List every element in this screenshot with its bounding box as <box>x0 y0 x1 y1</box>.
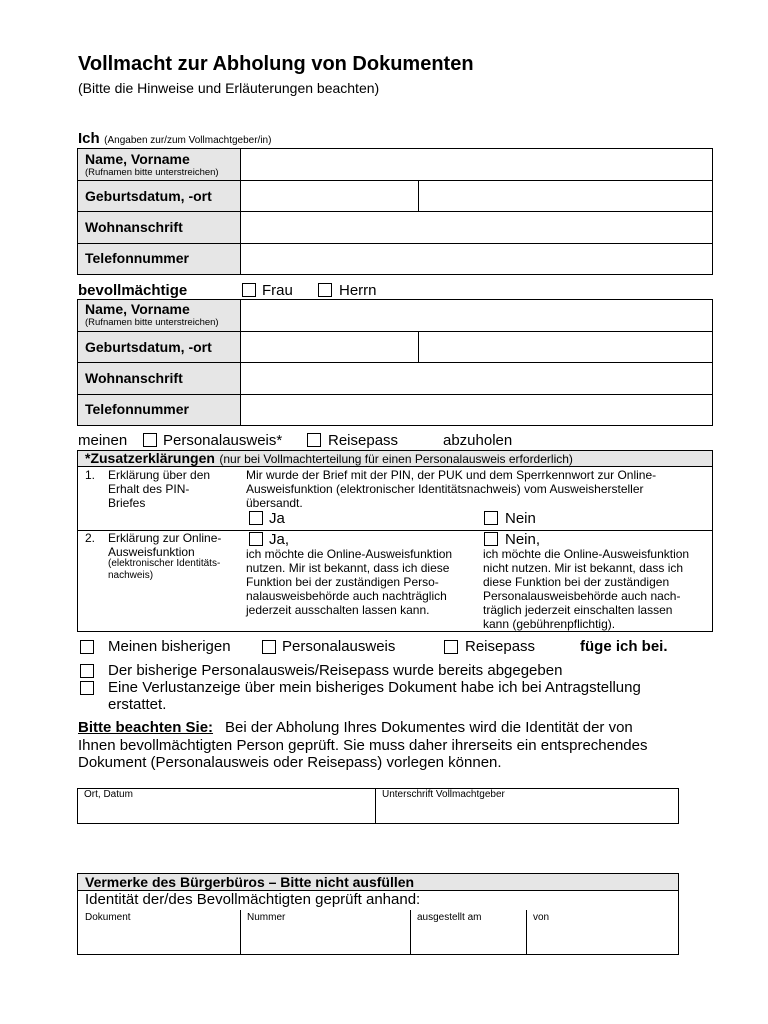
grantor-table <box>77 148 713 275</box>
item2-label-line: Ausweisfunktion <box>108 545 195 559</box>
pickup-reisepass-checkbox[interactable] <box>307 433 321 447</box>
office-box <box>77 873 679 955</box>
grantor-birthplace-field[interactable] <box>419 181 712 211</box>
item2-no-checkbox[interactable] <box>484 532 498 546</box>
item2-yes-text-line: ich möchte die Online-Ausweisfunktion <box>246 547 453 561</box>
item2-no-text-line: Personalausweisbehörde auch nach- <box>483 589 681 603</box>
pickup-personalausweis-label: Personalausweis* <box>163 432 283 449</box>
pickup-suffix: abzuholen <box>443 432 513 449</box>
office-col-number: Nummer <box>247 912 286 923</box>
handed-in-label: Der bisherige Personalausweis/Reisepass wurde bereits abgegeben <box>108 662 563 679</box>
grantor-address-field[interactable] <box>242 212 712 243</box>
office-identity: Identität der/des Bevollmächtigten geprüft anhand: <box>85 891 421 908</box>
proxy-heading: bevollmächtige <box>78 282 188 299</box>
herrn-label: Herrn <box>339 282 377 299</box>
proxy-birthplace-field[interactable] <box>419 332 712 362</box>
grantor-phone-label: Telefonnummer <box>85 250 189 266</box>
proxy-table <box>77 299 713 426</box>
item1-label-line: Erklärung über den <box>108 468 211 482</box>
proxy-birthdate-field[interactable] <box>242 332 418 362</box>
item1-label-line: Erhalt des PIN- <box>108 482 190 496</box>
pickup-personalausweis-checkbox[interactable] <box>143 433 157 447</box>
handed-in-checkbox[interactable] <box>80 664 94 678</box>
grantor-phone-field[interactable] <box>242 244 712 274</box>
attach-reisepass-checkbox[interactable] <box>444 640 458 654</box>
item2-no-text <box>483 547 689 631</box>
notice-line-1 <box>78 719 718 737</box>
item2-yes-text <box>246 547 452 617</box>
item2-yes-label: Ja, <box>269 531 290 548</box>
office-col-by: von <box>533 912 550 923</box>
proxy-address-label: Wohnanschrift <box>85 370 183 386</box>
item2-label-note-line: (elektronischer Identitäts- <box>108 558 221 569</box>
item2-label-line: Erklärung zur Online- <box>108 531 222 545</box>
grantor-birthdate-field[interactable] <box>242 181 418 211</box>
place-date-label: Ort, Datum <box>84 789 133 800</box>
proxy-phone-label: Telefonnummer <box>85 401 189 417</box>
item1-number: 1. <box>85 468 96 482</box>
pickup-prefix: meinen <box>78 432 128 449</box>
proxy-name-note: (Rufnamen bitte unterstreichen) <box>85 317 219 328</box>
signature-label: Unterschrift Vollmachtgeber <box>382 789 505 800</box>
item2-yes-text-line: nalausweisbehörde auch nachträglich <box>246 589 447 603</box>
item1-text-line: Mir wurde der Brief mit der PIN, der PUK und dem Sperrkennwort zur Online- <box>246 468 657 482</box>
grantor-name-label: Name, Vorname <box>85 151 190 167</box>
additional-heading <box>85 450 573 468</box>
office-heading: Vermerke des Bürgerbüros – Bitte nicht ausfüllen <box>85 874 415 890</box>
loss-report-checkbox[interactable] <box>80 681 94 695</box>
herrn-checkbox[interactable] <box>318 283 332 297</box>
attach-reisepass-label: Reisepass <box>465 638 536 655</box>
frau-checkbox[interactable] <box>242 283 256 297</box>
item1-text-line: übersandt. <box>246 496 303 510</box>
item1-yes-label: Ja <box>269 510 285 527</box>
grantor-address-label: Wohnanschrift <box>85 219 183 235</box>
item2-label-note <box>108 558 220 582</box>
item2-label-note-line: nachweis) <box>108 570 154 581</box>
item1-text-line: Ausweisfunktion (elektronischer Identitätsnachweis) vom Ausweishersteller <box>246 482 644 496</box>
loss-report-label <box>108 679 641 713</box>
grantor-name-note: (Rufnamen bitte unterstreichen) <box>85 167 219 178</box>
pickup-reisepass-label: Reisepass <box>328 432 399 449</box>
proxy-name-label: Name, Vorname <box>85 301 190 317</box>
item2-yes-text-line: jederzeit ausschalten lassen kann. <box>246 603 430 617</box>
item1-label <box>108 468 210 510</box>
additional-heading-note: (nur bei Vollmachterteilung für einen Personalausweis erforderlich) <box>219 452 573 466</box>
signature-box <box>77 788 679 824</box>
attach-personalausweis-checkbox[interactable] <box>262 640 276 654</box>
notice-text: Bei der Abholung Ihres Dokumentes wird die Identität der von <box>225 719 633 736</box>
proxy-name-field[interactable] <box>242 300 712 331</box>
grantor-heading-label: Ich <box>78 130 100 147</box>
frau-label: Frau <box>262 282 293 299</box>
item2-no-text-line: kann (gebührenpflichtig). <box>483 617 616 631</box>
notice <box>78 719 718 772</box>
item2-number: 2. <box>85 531 96 545</box>
office-col-issued: ausgestellt am <box>417 912 482 923</box>
grantor-heading <box>78 130 271 148</box>
loss-report-line: erstattet. <box>108 696 167 713</box>
place-date-field[interactable] <box>79 801 374 822</box>
item2-yes-checkbox[interactable] <box>249 532 263 546</box>
item2-no-text-line: ich möchte die Online-Ausweisfunktion <box>483 547 690 561</box>
office-col-document: Dokument <box>85 912 131 923</box>
item2-label <box>108 531 221 559</box>
item1-text <box>246 468 656 510</box>
additional-heading-label: *Zusatzerklärungen <box>85 450 215 466</box>
grantor-name-field[interactable] <box>242 149 712 180</box>
notice-line-2: Ihnen bevollmächtigten Person geprüft. Sie muss daher ihrerseits ein entsprechendes <box>78 736 648 754</box>
proxy-phone-field[interactable] <box>242 395 712 425</box>
item2-no-text-line: träglich jederzeit einschalten lassen <box>483 603 673 617</box>
additional-declarations <box>77 450 713 632</box>
proxy-address-field[interactable] <box>242 363 712 394</box>
attach-bisherigen-checkbox[interactable] <box>80 640 94 654</box>
notice-line-3: Dokument (Personalausweis oder Reisepass) vorlegen können. <box>78 754 502 771</box>
notice-label: Bitte beachten Sie: <box>78 719 214 736</box>
proxy-birth-label: Geburtsdatum, -ort <box>85 339 212 355</box>
item2-no-text-line: nicht nutzen. Mir ist bekannt, dass ich <box>483 561 684 575</box>
page-subtitle: (Bitte die Hinweise und Erläuterungen beachten) <box>78 80 380 96</box>
attach-bisherigen-label: Meinen bisherigen <box>108 638 231 655</box>
item2-yes-text-line: Funktion bei der zuständigen Perso- <box>246 575 439 589</box>
signature-field[interactable] <box>377 801 677 822</box>
grantor-birth-label: Geburtsdatum, -ort <box>85 188 212 204</box>
loss-report-line: Eine Verlustanzeige über mein bisheriges Dokument habe ich bei Antragstellung <box>108 679 641 696</box>
item1-yes-checkbox[interactable] <box>249 511 263 525</box>
item1-no-label: Nein <box>505 510 536 527</box>
item2-no-label: Nein, <box>505 531 541 548</box>
attach-suffix: füge ich bei. <box>580 638 668 655</box>
attach-personalausweis-label: Personalausweis <box>282 638 396 655</box>
grantor-heading-note: (Angaben zur/zum Vollmachtgeber/in) <box>104 135 272 146</box>
page-title: Vollmacht zur Abholung von Dokumenten <box>78 53 474 75</box>
item2-yes-text-line: nutzen. Mir ist bekannt, dass ich diese <box>246 561 450 575</box>
item1-no-checkbox[interactable] <box>484 511 498 525</box>
item2-no-text-line: diese Funktion bei der zuständigen <box>483 575 670 589</box>
item1-label-line: Briefes <box>108 496 146 510</box>
